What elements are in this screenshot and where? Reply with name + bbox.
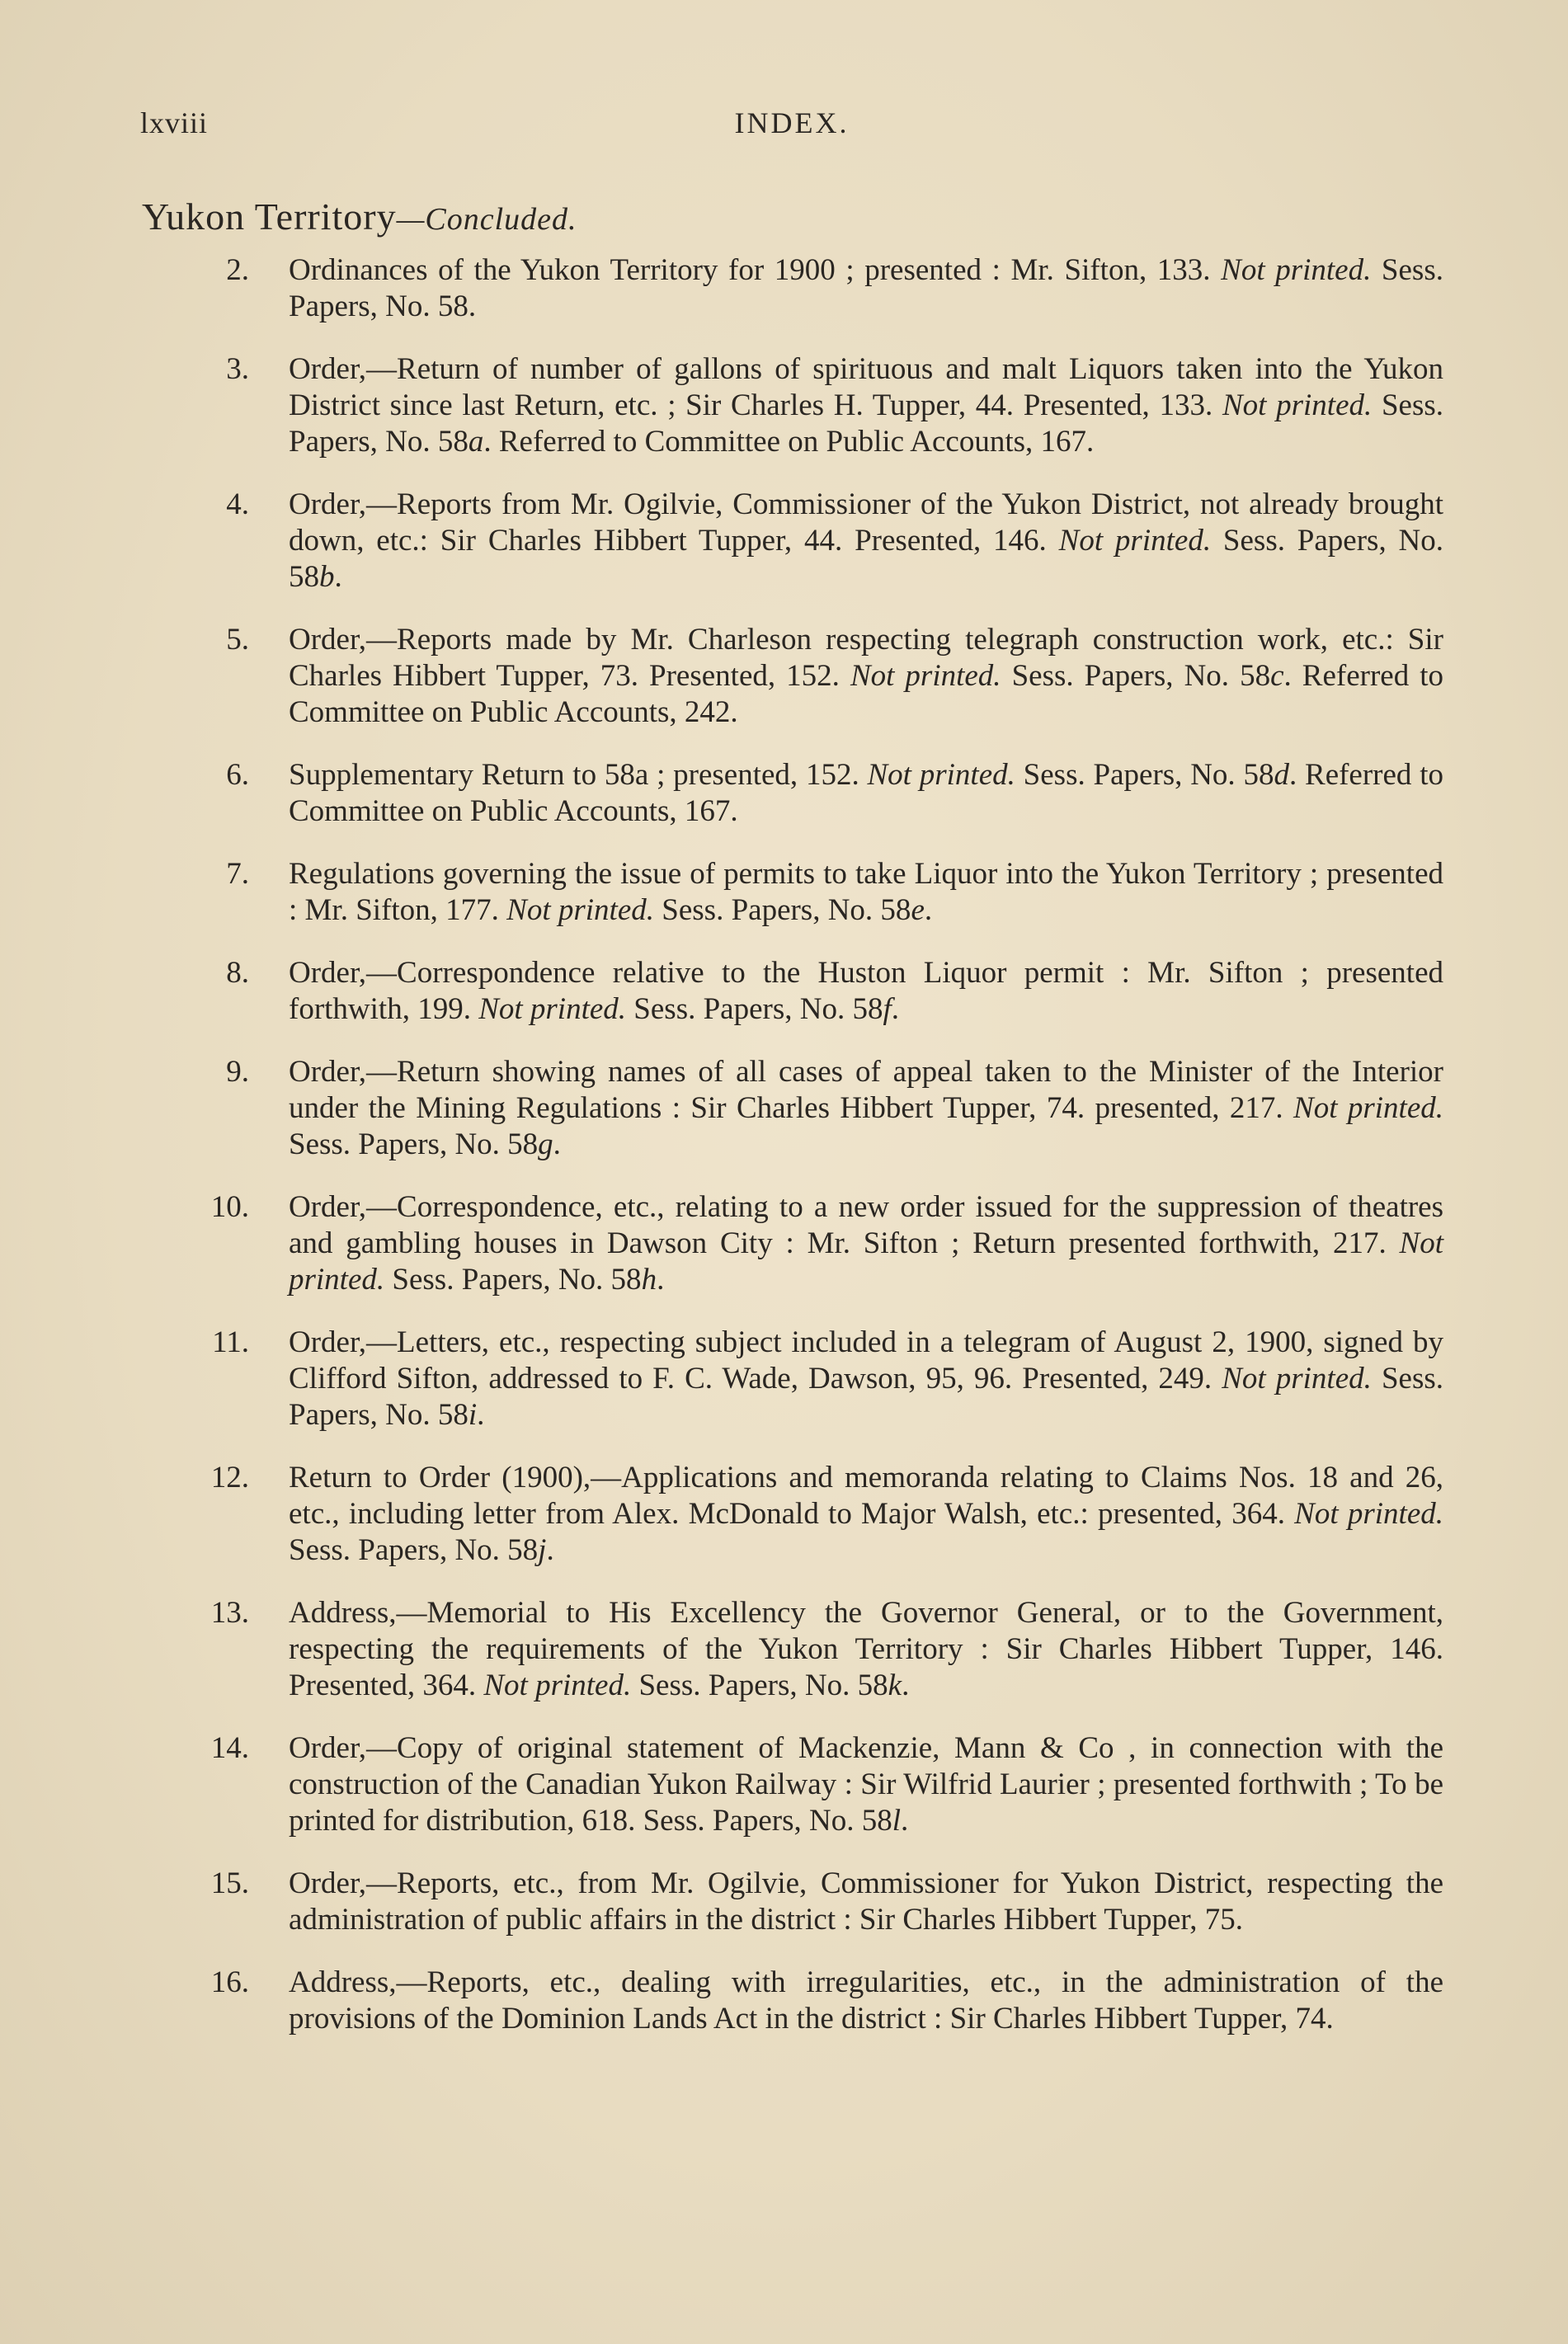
paper-suffix: f	[883, 992, 892, 1026]
index-entry	[190, 1965, 1443, 2037]
not-printed-note: Not printed.	[1221, 253, 1372, 287]
section-continuation: —Concluded.	[396, 202, 577, 237]
entry-number: 9.	[226, 1055, 249, 1089]
entry-text	[289, 623, 1443, 729]
entry-paper-ref: Sess. Papers, No. 58	[626, 992, 883, 1026]
entry-text	[289, 1596, 1443, 1702]
entry-number: 15.	[210, 1866, 249, 1900]
section-title: Yukon Territory	[142, 195, 397, 238]
entry-paper-ref: Sess. Papers, No. 58	[384, 1263, 642, 1297]
entry-paper-ref: Sess. Papers, No. 58	[631, 1669, 888, 1702]
entry-paper-ref: Sess. Papers, No. 58	[654, 893, 911, 927]
index-entries	[190, 252, 1443, 2064]
page-number: lxviii	[140, 106, 209, 139]
entry-text-main: Order,—Copy of original statement of Mackenzie, Mann & Co , in connection with the construction of the Canadian Yukon Railway : Sir Wilfrid Laurier ; presented forthwith ; To be printed for distribution, 618. Sess. Papers, No. 58	[289, 1731, 1443, 1838]
entry-text	[289, 758, 1443, 828]
entry-text-main: Address,—Memorial to His Excellency the Governor General, or to the Government, respecting the requirements of the Yukon Territory : Sir Charles Hibbert Tupper, 146. Presented, 364.	[289, 1596, 1443, 1702]
index-entry	[190, 487, 1443, 595]
section-heading	[142, 195, 577, 238]
entry-text-main: Order,—Return showing names of all cases of appeal taken to the Minister of the Interior under the Mining Regulations : Sir Charles Hibbert Tupper, 74. presented, 217.	[289, 1055, 1443, 1125]
entry-text	[289, 1965, 1443, 2036]
entry-number: 7.	[226, 857, 249, 891]
entry-text-tail: . Referred to Committee on Public Accounts, 167.	[483, 425, 1095, 459]
not-printed-note: Not printed.	[289, 1226, 1443, 1297]
entry-text	[289, 1325, 1443, 1432]
entry-text-main: Order,—Correspondence, etc., relating to a new order issued for the suppression of theatres and gambling houses in Dawson City : Mr. Sifton ; Return presented forthwith, 217.	[289, 1190, 1443, 1260]
index-entry	[190, 1866, 1443, 1938]
entry-text-tail: . Referred to Committee on Public Accounts, 242.	[289, 659, 1444, 729]
entry-text-tail: .	[891, 992, 899, 1026]
entry-text-tail: .	[902, 1669, 910, 1702]
entry-text-tail: .	[657, 1263, 665, 1297]
entry-number: 12.	[210, 1461, 249, 1494]
not-printed-note: Not printed.	[478, 992, 627, 1026]
not-printed-note: Not printed.	[850, 659, 1001, 693]
entry-paper-ref: Sess. Papers, No. 58	[289, 1127, 539, 1161]
entry-text	[289, 352, 1443, 459]
paper-suffix: l	[892, 1804, 902, 1838]
entry-number: 8.	[226, 956, 249, 990]
index-entry	[190, 856, 1443, 929]
paper-suffix: i	[468, 1398, 478, 1432]
entry-text-tail: .	[477, 1398, 485, 1432]
entry-text	[289, 487, 1443, 594]
entry-number: 4.	[226, 487, 249, 521]
entry-paper-ref: Sess. Papers, No. 58	[289, 388, 1443, 459]
entry-number: 2.	[226, 253, 249, 287]
entry-number: 16.	[210, 1965, 249, 1999]
running-head: INDEX.	[734, 106, 850, 139]
entry-text-main: Order,—Return of number of gallons of spirituous and malt Liquors taken into the Yukon District since last Return, etc. ; Sir Charles H. Tupper, 44. Presented, 133.	[289, 352, 1443, 422]
entry-text-tail: .	[901, 1804, 909, 1838]
entry-text-tail: .	[334, 560, 342, 594]
not-printed-note: Not printed.	[1293, 1091, 1443, 1125]
page-header	[140, 106, 1443, 155]
entry-text	[289, 857, 1443, 927]
paper-suffix: a	[468, 425, 484, 459]
entry-paper-ref: Sess. Papers, No. 58	[1015, 758, 1274, 792]
entry-number: 6.	[226, 758, 249, 792]
entry-text-tail: . Referred to Committee on Public Accounts, 167.	[289, 758, 1443, 828]
entry-text	[289, 1055, 1443, 1161]
entry-number: 14.	[210, 1731, 249, 1765]
index-entry	[190, 351, 1443, 460]
paper-suffix: b	[319, 560, 335, 594]
entry-text-tail: .	[553, 1127, 561, 1161]
entry-text	[289, 1866, 1443, 1937]
entry-paper-ref: Sess. Papers, No. 58.	[289, 253, 1443, 323]
entry-paper-ref: Sess. Papers, No. 58	[289, 1362, 1443, 1432]
not-printed-note: Not printed.	[1294, 1497, 1443, 1531]
paper-suffix: e	[911, 893, 925, 927]
entry-text	[289, 1731, 1443, 1838]
entry-text-main: Order,—Reports from Mr. Ogilvie, Commissioner of the Yukon District, not already brought down, etc.: Sir Charles Hibbert Tupper, 44. Presented, 146.	[289, 487, 1443, 558]
entry-text-main: Order,—Reports made by Mr. Charleson respecting telegraph construction work, etc.: Sir Charles Hibbert Tupper, 73. Presented, 152.	[289, 623, 1443, 693]
index-entry	[190, 252, 1443, 325]
not-printed-note: Not printed.	[506, 893, 655, 927]
entry-paper-ref: Sess. Papers, No. 58	[289, 524, 1444, 594]
entry-text-main: Order,—Letters, etc., respecting subject included in a telegram of August 2, 1900, signed by Clifford Sifton, addressed to F. C. Wade, Dawson, 95, 96. Presented, 249.	[289, 1325, 1443, 1396]
paper-suffix: h	[641, 1263, 657, 1297]
paper-suffix: k	[888, 1669, 902, 1702]
entry-text	[289, 253, 1443, 323]
entry-text	[289, 1461, 1443, 1567]
index-entry	[190, 1460, 1443, 1569]
entry-text-main: Regulations governing the issue of permits to take Liquor into the Yukon Territory ; presented : Mr. Sifton, 177.	[289, 857, 1443, 927]
entry-text-main: Order,—Reports, etc., from Mr. Ogilvie, Commissioner for Yukon District, respecting the administration of public affairs in the district : Sir Charles Hibbert Tupper, 75.	[289, 1866, 1443, 1937]
not-printed-note: Not printed.	[867, 758, 1015, 792]
not-printed-note: Not printed.	[1058, 524, 1212, 558]
entry-number: 11.	[212, 1325, 249, 1359]
entry-text-tail: .	[546, 1533, 554, 1567]
index-entry	[190, 1054, 1443, 1163]
index-entry	[190, 1730, 1443, 1839]
entry-number: 5.	[226, 623, 249, 657]
index-entry	[190, 1325, 1443, 1433]
paper-suffix: d	[1274, 758, 1289, 792]
entry-text-main: Address,—Reports, etc., dealing with irregularities, etc., in the administration of the provisions of the Dominion Lands Act in the district : Sir Charles Hibbert Tupper, 74.	[289, 1965, 1443, 2036]
index-entry	[190, 1189, 1443, 1298]
entry-text-main: Order,—Correspondence relative to the Huston Liquor permit : Mr. Sifton ; presented forthwith, 199.	[289, 956, 1443, 1026]
entry-number: 13.	[210, 1596, 249, 1630]
entry-text	[289, 956, 1443, 1026]
entry-text-main: Ordinances of the Yukon Territory for 1900 ; presented : Mr. Sifton, 133.	[289, 253, 1222, 287]
entry-text	[289, 1190, 1443, 1297]
index-entry	[190, 757, 1443, 830]
entry-paper-ref: Sess. Papers, No. 58	[1001, 659, 1271, 693]
paper-suffix: g	[538, 1127, 553, 1161]
not-printed-note: Not printed.	[1222, 388, 1373, 422]
entry-paper-ref: Sess. Papers, No. 58	[289, 1533, 539, 1567]
index-entry	[190, 1595, 1443, 1704]
not-printed-note: Not printed.	[1222, 1362, 1372, 1396]
entry-text-main: Return to Order (1900),—Applications and memoranda relating to Claims Nos. 18 and 26, etc., including letter from Alex. McDonald to Major Walsh, etc.: presented, 364.	[289, 1461, 1443, 1531]
entry-number: 3.	[226, 352, 249, 386]
index-entry	[190, 955, 1443, 1028]
entry-number: 10.	[210, 1190, 249, 1224]
paper-suffix: c	[1270, 659, 1284, 693]
index-entry	[190, 622, 1443, 731]
entry-text-tail: .	[924, 893, 933, 927]
paper-suffix: j	[538, 1533, 547, 1567]
not-printed-note: Not printed.	[483, 1669, 632, 1702]
entry-text-main: Supplementary Return to 58a ; presented, 152.	[289, 758, 868, 792]
